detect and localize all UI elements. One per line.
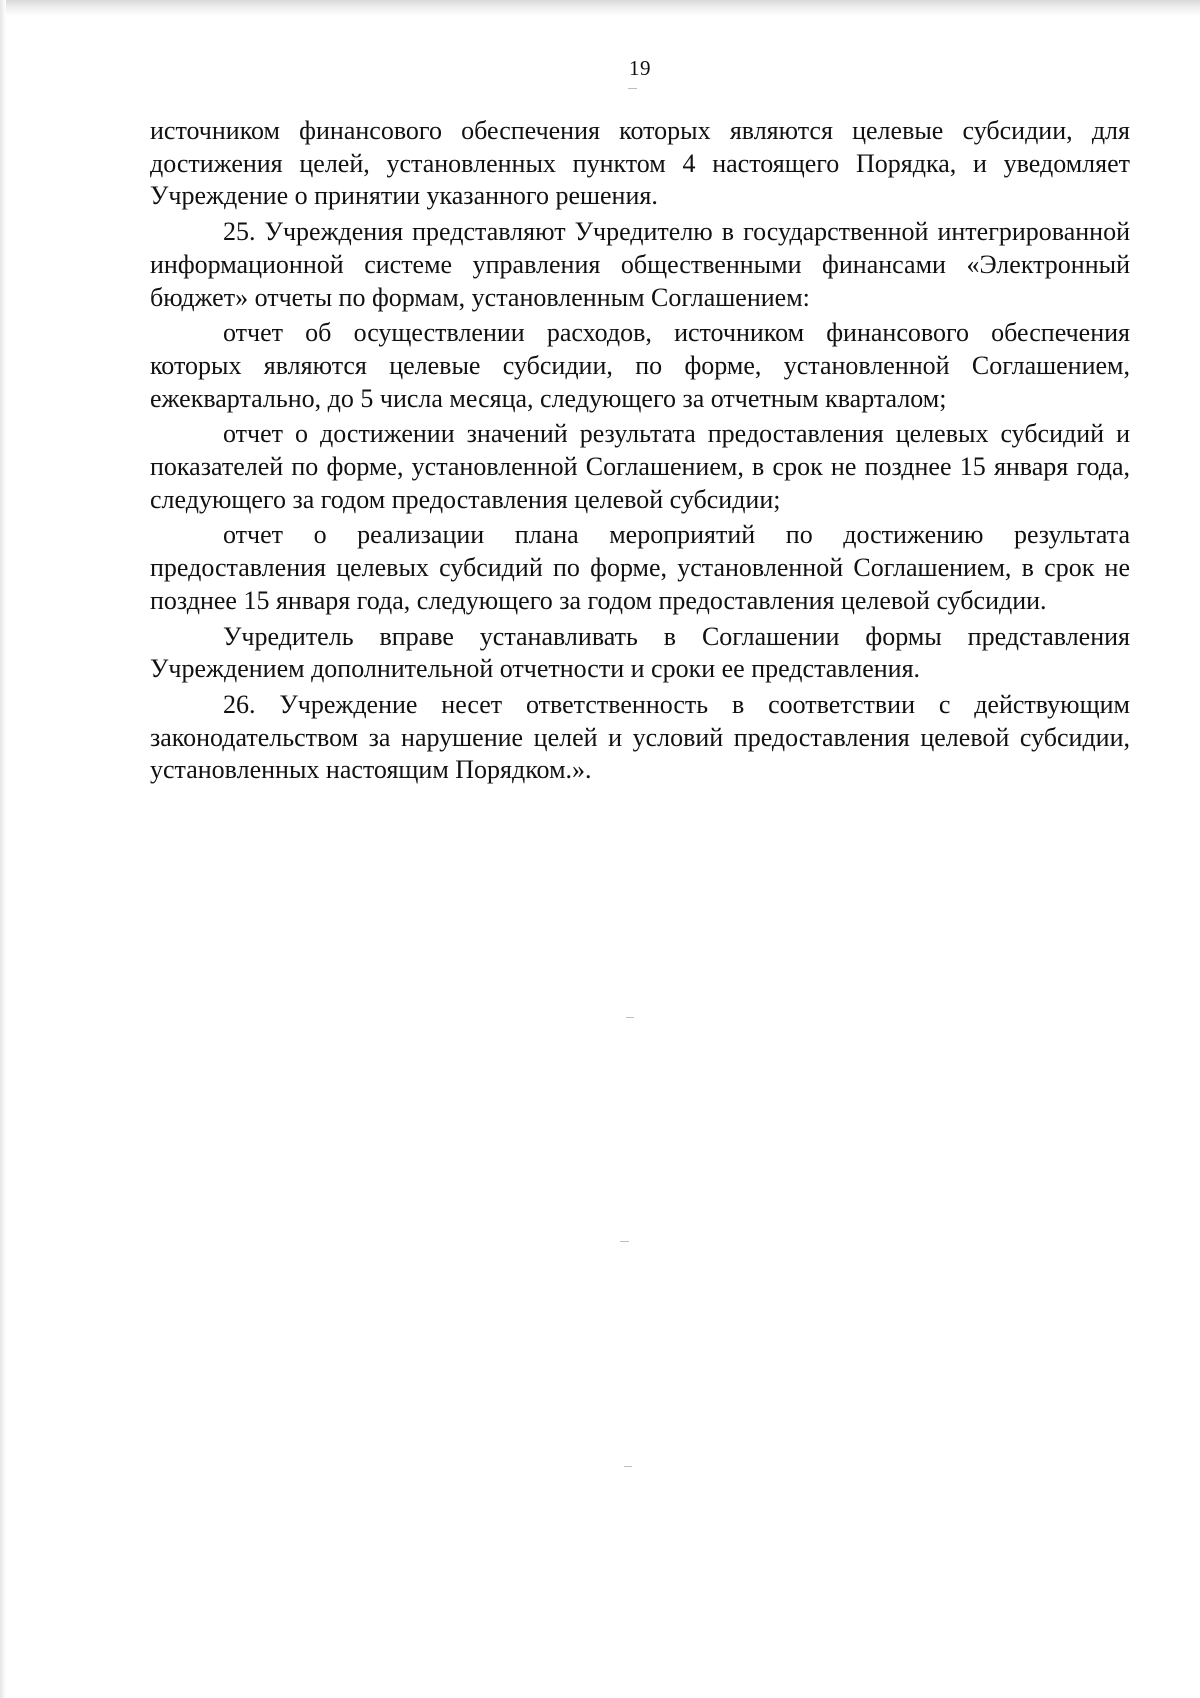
paragraph-item-25: 25. Учреждения представляют Учредителю в государственной интегрированной информационной системе управления общественными финансами «Электронный бюджет» отчеты по формам, установленным Соглашением: (150, 217, 1130, 312)
paragraph-additional-reporting: Учредитель вправе устанавливать в Соглашении формы представления Учреждением дополнительной отчетности и сроки ее представления. (150, 621, 1130, 684)
scan-speck (620, 1241, 629, 1242)
paragraph-report-plan: отчет о реализации плана мероприятий по достижению результата предоставления целевых субсидий по форме, установленной Соглашением, в срок не позднее 15 января года, следующего за годом предоставления целевой субсидии. (150, 520, 1130, 615)
scan-speck (628, 88, 637, 89)
scan-speck (624, 1466, 632, 1467)
scan-top-edge (0, 0, 1200, 16)
document-body (150, 115, 1130, 787)
page-number: 19 (629, 56, 651, 80)
paragraph-report-results: отчет о достижении значений результата предоставления целевых субсидий и показателей по форме, установленной Соглашением, в срок не позднее 15 января года, следующего за годом предоставления целевой субсидии; (150, 419, 1130, 514)
scan-speck (626, 1017, 634, 1018)
scan-left-edge (0, 0, 6, 1698)
paragraph-item-26: 26. Учреждение несет ответственность в соответствии с действующим законодательством за нарушение целей и условий предоставления целевой субсидии, установленных настоящим Порядком.». (150, 689, 1130, 785)
paragraph-continuation: источником финансового обеспечения которых являются целевые субсидии, для достижения целей, установленных пунктом 4 настоящего Порядка, и уведомляет Учреждение о принятии указанного решения. (150, 116, 1130, 211)
paragraph-report-expenses: отчет об осуществлении расходов, источником финансового обеспечения которых являются целевые субсидии, по форме, установленной Соглашением, ежеквартально, до 5 числа месяца, следующего за отчетным кварталом; (150, 318, 1130, 413)
